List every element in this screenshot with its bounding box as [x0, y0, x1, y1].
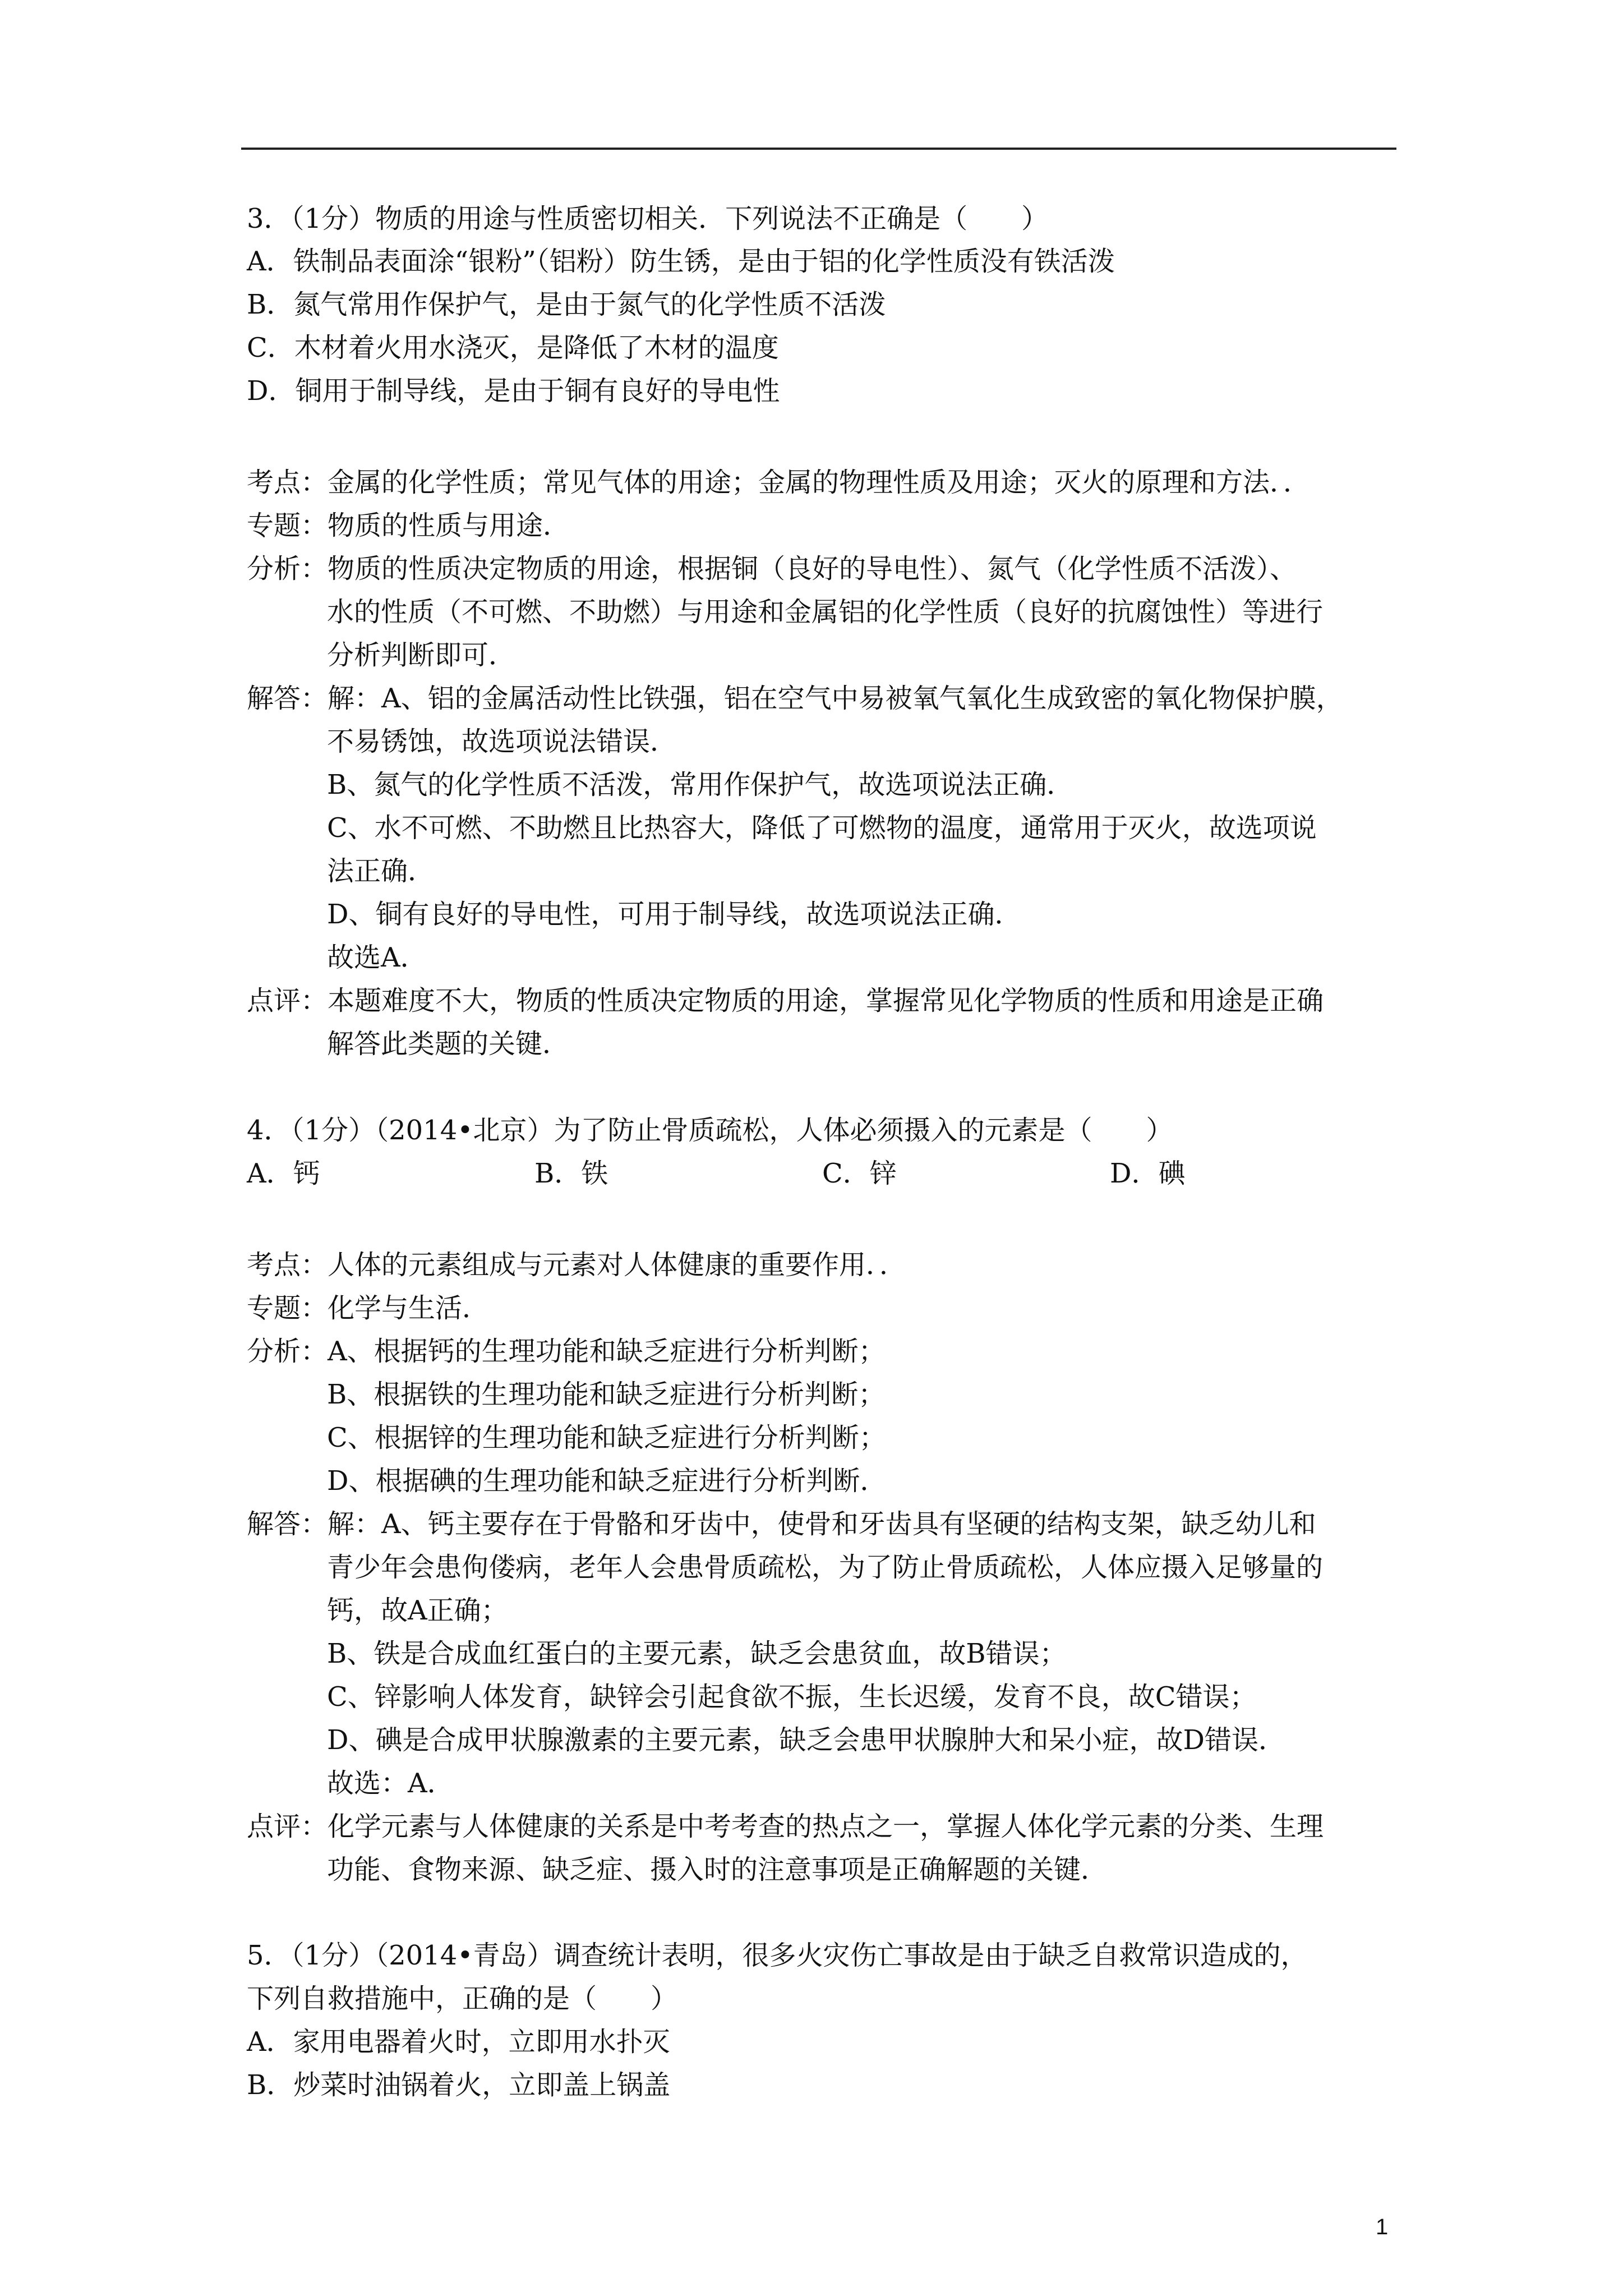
- dianping-line: 本题难度不大，物质的性质决定物质的用途，掌握常见化学物质的性质和用途是正确: [328, 985, 1324, 1016]
- fenxi-line: 物质的性质决定物质的用途，根据铜（良好的导电性）、氮气（化学性质不活泼）、: [328, 553, 1297, 585]
- question-stem: 4．（1分）（2014•北京）为了防止骨质疏松，人体必须摄入的元素是（ ）: [247, 1115, 1173, 1146]
- dianping-row: [247, 1805, 1324, 1848]
- fenxi-line: D、根据碘的生理功能和缺乏症进行分析判断．: [327, 1465, 887, 1497]
- jieda-line: 钙，故A正确；: [327, 1595, 508, 1626]
- option-a: A．铁制品表面涂“银粉”（铝粉）防生锈，是由于铝的化学性质没有铁活泼: [247, 246, 1115, 277]
- question-stem: 下列自救措施中，正确的是（ ）: [247, 1983, 678, 2014]
- jieda-line: B、铁是合成血红蛋白的主要元素，缺乏会患贫血，故B错误；: [327, 1638, 1067, 1669]
- fenxi-row: [247, 1330, 886, 1373]
- jieda-line: 解：A、铝的金属活动性比铁强，铝在空气中易被氧气氧化生成致密的氧化物保护膜，: [328, 683, 1343, 714]
- jieda-line: B、氮气的化学性质不活泼，常用作保护气，故选项说法正确．: [327, 769, 1074, 800]
- fenxi-line: C、根据锌的生理功能和缺乏症进行分析判断；: [327, 1422, 886, 1453]
- jieda-line: C、锌影响人体发育，缺锌会引起食欲不振，生长迟缓，发育不良，故C错误；: [327, 1681, 1257, 1713]
- jieda-label: 解答：: [247, 1508, 328, 1540]
- jieda-line: 故选A．: [327, 942, 427, 973]
- kaodian-row: [247, 1244, 906, 1286]
- zhuanti-label: 专题：: [247, 510, 328, 541]
- jieda-label: 解答：: [247, 683, 328, 714]
- zhuanti-text: 化学与生活．: [328, 1292, 490, 1324]
- fenxi-line: 分析判断即可．: [327, 639, 516, 671]
- jieda-line: 故选：A．: [327, 1768, 454, 1799]
- zhuanti-label: 专题：: [247, 1292, 328, 1324]
- kaodian-text: 人体的元素组成与元素对人体健康的重要作用．．: [328, 1249, 907, 1281]
- jieda-line: C、水不可燃、不助燃且比热容大，降低了可燃物的温度，通常用于灭火，故选项说: [327, 812, 1317, 844]
- zhuanti-row: [247, 504, 570, 547]
- header-rule: [241, 148, 1396, 150]
- option-d: D．铜用于制导线，是由于铜有良好的导电性: [247, 375, 780, 407]
- kaodian-label: 考点：: [247, 467, 328, 498]
- question-stem: 3．（1分）物质的用途与性质密切相关．下列说法不正确是（ ）: [247, 203, 1049, 234]
- fenxi-label: 分析：: [247, 1336, 328, 1367]
- option-c: C．木材着火用水浇灭，是降低了木材的温度: [247, 332, 779, 364]
- kaodian-row: [247, 461, 1310, 504]
- option-a: A．钙: [247, 1158, 320, 1189]
- kaodian-text: 金属的化学性质；常见气体的用途；金属的物理性质及用途；灭火的原理和方法．．: [328, 467, 1311, 498]
- option-a: A．家用电器着火时，立即用水扑灭: [247, 2026, 670, 2058]
- dianping-line: 功能、食物来源、缺乏症、摄入时的注意事项是正确解题的关键．: [327, 1854, 1108, 1885]
- jieda-line: 法正确．: [327, 855, 435, 887]
- jieda-line: 青少年会患佝偻病，老年人会患骨质疏松，为了防止骨质疏松，人体应摄入足够量的: [327, 1552, 1324, 1583]
- fenxi-line: 水的性质（不可燃、不助燃）与用途和金属铝的化学性质（良好的抗腐蚀性）等进行: [327, 596, 1324, 628]
- option-c: C．锌: [822, 1158, 897, 1189]
- jieda-row: [247, 677, 1343, 720]
- dianping-line: 解答此类题的关键．: [327, 1028, 570, 1060]
- jieda-line: D、碘是合成甲状腺激素的主要元素，缺乏会患甲状腺肿大和呆小症，故D错误．: [327, 1724, 1285, 1756]
- fenxi-label: 分析：: [247, 553, 328, 585]
- option-d: D．碘: [1110, 1158, 1186, 1189]
- dianping-row: [247, 979, 1324, 1022]
- zhuanti-row: [247, 1287, 489, 1329]
- jieda-line: 解：A、钙主要存在于骨骼和牙齿中，使骨和牙齿具有坚硬的结构支架，缺乏幼儿和: [328, 1508, 1316, 1540]
- jieda-line: D、铜有良好的导电性，可用于制导线，故选项说法正确．: [327, 899, 1022, 930]
- kaodian-label: 考点：: [247, 1249, 328, 1281]
- fenxi-line: A、根据钙的生理功能和缺乏症进行分析判断；: [328, 1336, 886, 1367]
- dianping-label: 点评：: [247, 985, 328, 1016]
- dianping-line: 化学元素与人体健康的关系是中考考查的热点之一，掌握人体化学元素的分类、生理: [328, 1811, 1324, 1842]
- jieda-row: [247, 1503, 1316, 1545]
- dianping-label: 点评：: [247, 1811, 328, 1842]
- fenxi-row: [247, 547, 1297, 590]
- fenxi-line: B、根据铁的生理功能和缺乏症进行分析判断；: [327, 1379, 886, 1410]
- option-b: B．氮气常用作保护气，是由于氮气的化学性质不活泼: [247, 289, 886, 320]
- page-number: 1: [1376, 2215, 1389, 2239]
- option-b: B．铁: [534, 1158, 608, 1189]
- question-stem: 5．（1分）（2014•青岛）调查统计表明，很多火灾伤亡事故是由于缺乏自救常识造成的，: [247, 1940, 1308, 1971]
- jieda-line: 不易锈蚀，故选项说法错误．: [327, 726, 677, 757]
- zhuanti-text: 物质的性质与用途．: [328, 510, 570, 541]
- option-b: B．炒菜时油锅着火，立即盖上锅盖: [247, 2069, 671, 2101]
